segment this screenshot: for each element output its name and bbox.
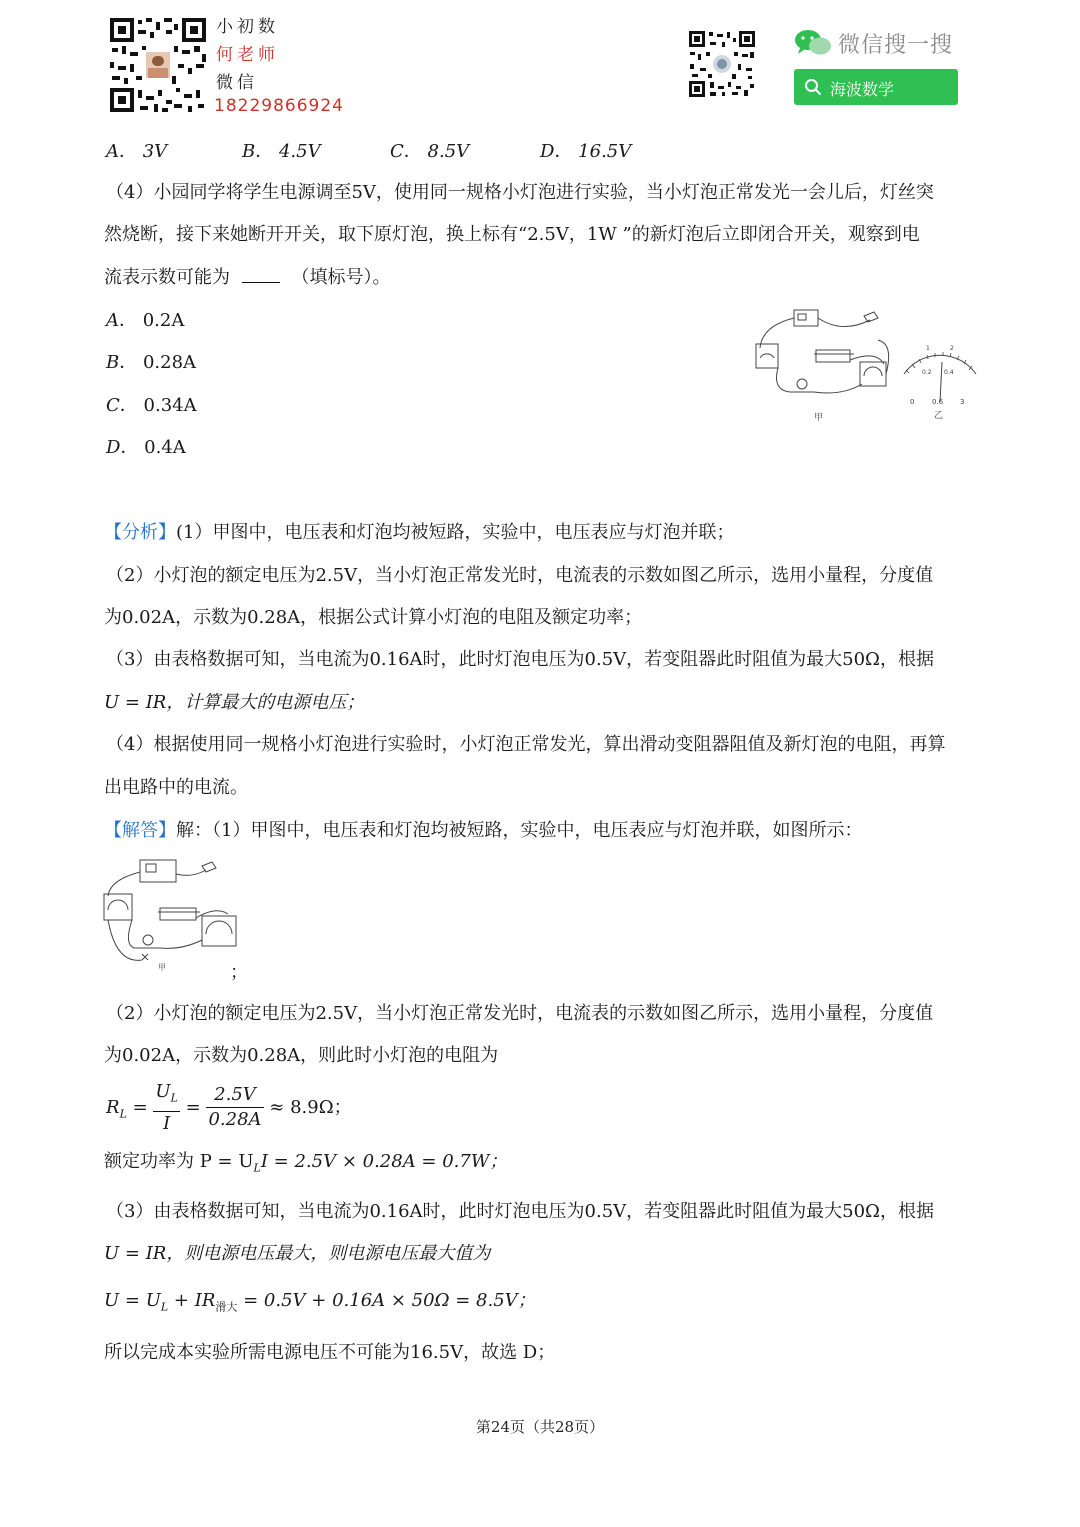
analysis-p4a: （4）根据使用同一规格小灯泡进行实验时，小灯泡正常发光，算出滑动变阻器阻值及新灯泡的电阻，再算	[106, 734, 946, 755]
search-icon	[804, 78, 822, 96]
option-letter: D	[106, 437, 121, 458]
option-value: 0.2A	[142, 310, 185, 331]
analysis-p1	[104, 522, 734, 544]
q4-line-2: 然烧断，接下来她断开开关，取下原灯泡，换上标有“2.5V，1W ”的新灯泡后立即闭合开关，观察到电	[104, 224, 920, 245]
option-q4-b: B． 0.28A	[106, 352, 197, 373]
option-value: 8.5V	[427, 141, 470, 162]
power-rest: I = 2.5V × 0.28A = 0.7W；	[260, 1151, 508, 1172]
power-sub: L	[253, 1161, 261, 1175]
analysis-p3b: U = IR，计算最大的电源电压；	[104, 692, 365, 713]
option-q3-d: D． 16.5V	[540, 141, 632, 162]
eq1-fraction-2	[206, 1083, 263, 1132]
eq2-sub1: L	[160, 1300, 169, 1314]
wechat-search-button[interactable]	[794, 69, 958, 105]
answer-p2a: （2）小灯泡的额定电压为2.5V，当小灯泡正常发光时，电流表的示数如图乙所示，选用小量程，分度值	[106, 1003, 934, 1024]
circuit-figure-corrected	[102, 856, 242, 974]
option-letter: B	[106, 352, 120, 373]
scale-02-label: 0.2	[922, 369, 932, 376]
analysis-tag: 【分析】	[104, 522, 176, 543]
option-q4-c: C． 0.34A	[106, 395, 197, 416]
eq1-result: ≈ 8.9Ω；	[269, 1096, 352, 1118]
eq2-c: = 0.5V + 0.16A × 50Ω = 8.5V；	[237, 1290, 536, 1311]
eq1-den2: 0.28A	[208, 1109, 262, 1131]
figure-semicolon: ；	[230, 962, 248, 983]
option-value: 0.34A	[143, 395, 197, 416]
scale-06-label: 0.6	[932, 398, 944, 406]
answer-p1	[104, 820, 862, 842]
option-q4-d: D． 0.4A	[106, 437, 186, 458]
scale-0-label: 0	[910, 398, 915, 406]
teacher-line-3: 微信	[216, 73, 258, 93]
answer-tag: 【解答】	[104, 820, 176, 841]
analysis-p2a: （2）小灯泡的额定电压为2.5V，当小灯泡正常发光时，电流表的示数如图乙所示，选用小量程，分度值	[106, 565, 934, 586]
eq1-lhs: R	[106, 1096, 120, 1118]
scale-2-label: 2	[950, 345, 954, 352]
cross-mark-icon	[142, 954, 148, 960]
search-button-label: 海波数学	[830, 80, 895, 99]
q4-line-1: （4）小园同学将学生电源调至5V，使用同一规格小灯泡进行实验，当小灯泡正常发光一会儿后，灯丝突	[106, 182, 934, 203]
qr-code-right	[688, 30, 756, 98]
wechat-search-title: 微信搜一搜	[838, 33, 954, 58]
eq1-num1-sub: L	[170, 1091, 178, 1105]
option-letter: D	[540, 141, 555, 162]
answer-p2b: 为0.02A，示数为0.28A，则此时小灯泡的电阻为	[104, 1045, 499, 1066]
fig-label-yi: 乙	[934, 411, 944, 421]
option-letter: C	[106, 395, 120, 416]
teacher-line-2: 何老师	[216, 45, 279, 65]
option-letter: A	[106, 310, 119, 331]
scale-1-label: 1	[926, 345, 930, 352]
answer-p3b: U = IR，则电源电压最大，则电源电压最大值为	[104, 1243, 491, 1264]
eq2-a: U = U	[104, 1290, 161, 1311]
page-footer: 第24页（共28页）	[475, 1418, 605, 1436]
eq2-b: + IR	[168, 1290, 216, 1311]
option-q3-c: C． 8.5V	[390, 141, 470, 162]
circuit-figure	[752, 304, 982, 424]
answer-conclusion: 所以完成本实验所需电源电压不可能为16.5V，故选 D；	[104, 1342, 556, 1363]
answer-text: 解：（1）甲图中，电压表和灯泡均被短路，实验中，电压表应与灯泡并联，如图所示：	[176, 820, 863, 841]
option-value: 0.28A	[142, 352, 197, 373]
q4-line-3	[104, 267, 390, 289]
equation-resistance: $R_L$ = $\frac{U_L}{I}$ = $\frac{2.5V}{0.28A}$ ≈ 8.9Ω；	[106, 1081, 352, 1134]
option-value: 0.4A	[144, 437, 186, 458]
q4-line-3-b: （填标号）。	[291, 267, 391, 288]
answer-blank	[242, 282, 280, 283]
eq1-fraction-1	[153, 1080, 179, 1136]
option-letter: A	[106, 141, 119, 162]
option-letter: B	[242, 141, 256, 162]
answer-p3a: （3）由表格数据可知，当电流为0.16A时，此时灯泡电压为0.5V，若变阻器此时阻值为最大50Ω，根据	[106, 1201, 934, 1222]
qr-code-left	[108, 16, 208, 114]
eq1-num1: U	[155, 1081, 171, 1102]
option-value: 4.5V	[278, 141, 321, 162]
power-line	[104, 1151, 507, 1180]
analysis-text: (1）甲图中，电压表和灯泡均被短路，实验中，电压表应与灯泡并联；	[176, 522, 735, 543]
scale-04-label: 0.4	[944, 369, 954, 376]
eq2-sub2: 滑大	[215, 1300, 238, 1314]
fig2-label-jia: 甲	[158, 963, 166, 972]
eq1-den1: I	[163, 1112, 171, 1134]
analysis-p2b: 为0.02A，示数为0.28A，根据公式计算小灯泡的电阻及额定功率；	[104, 607, 643, 628]
analysis-p3a: （3）由表格数据可知，当电流为0.16A时，此时灯泡电压为0.5V，若变阻器此时阻值为最大50Ω，根据	[106, 649, 934, 670]
wechat-logo-icon	[794, 28, 832, 58]
analysis-p4b: 出电路中的电流。	[104, 777, 248, 798]
equation-voltage	[104, 1290, 536, 1319]
scale-3-label: 3	[960, 398, 965, 406]
fig-label-jia: 甲	[814, 413, 824, 423]
power-line-a: 额定功率为 P = U	[104, 1151, 254, 1172]
option-value: 3V	[142, 141, 168, 162]
teacher-phone: 18229866924	[214, 96, 344, 116]
eq1-num2: 2.5V	[206, 1083, 263, 1108]
eq1-lhs-sub: L	[119, 1107, 127, 1121]
q4-line-3-a: 流表示数可能为	[104, 267, 230, 288]
option-q3-b: B． 4.5V	[242, 141, 321, 162]
option-q4-a: A． 0.2A	[106, 310, 185, 331]
teacher-line-1: 小初数	[216, 17, 279, 37]
option-letter: C	[390, 141, 404, 162]
option-q3-a: A． 3V	[106, 141, 168, 162]
option-value: 16.5V	[578, 141, 632, 162]
